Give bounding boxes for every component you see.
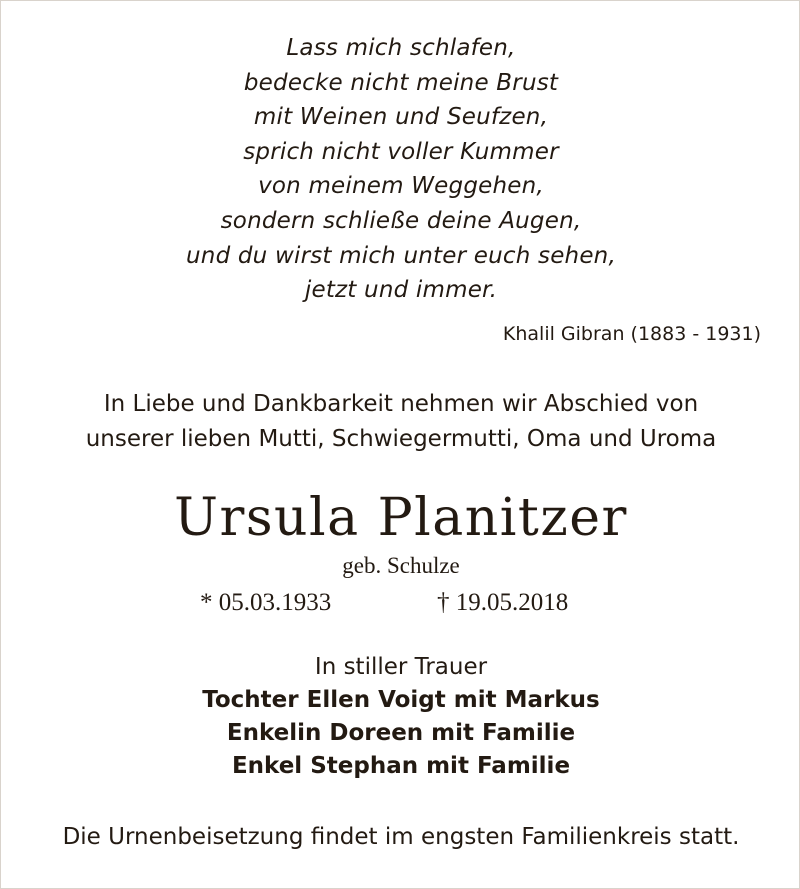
intro-line: In Liebe und Dankbarkeit nehmen wir Abschied von — [103, 391, 699, 417]
mourner-line: Enkelin Doreen mit Familie — [226, 720, 576, 746]
poem-line: sprich nicht voller Kummer — [243, 138, 559, 165]
deceased-name: Ursula Planitzer — [174, 488, 628, 548]
poem — [1, 31, 800, 308]
poem-line: sondern schließe deine Augen, — [220, 207, 582, 234]
mourning-lead: In stiller Trauer — [314, 654, 488, 680]
poem-line: und du wirst mich unter euch sehen, — [186, 242, 616, 269]
life-dates — [1, 587, 800, 619]
poem-line: jetzt und immer. — [304, 277, 498, 304]
poem-line: von meinem Weggehen, — [258, 173, 544, 200]
birth-name: geb. Schulze — [342, 553, 460, 578]
birth-date: * 05.03.1933 — [200, 589, 332, 616]
mourner-line: Tochter Ellen Voigt mit Markus — [202, 687, 600, 713]
burial-note: Die Urnenbeisetzung findet im engsten Familienkreis statt. — [62, 824, 740, 850]
poem-author: Khalil Gibran (1883 - 1931) — [502, 323, 761, 345]
intro-text — [1, 387, 800, 456]
poem-line: mit Weinen und Seufzen, — [253, 104, 549, 131]
intro-line: unserer lieben Mutti, Schwiegermutti, Oma und Uroma — [85, 425, 717, 452]
poem-line: bedecke nicht meine Brust — [243, 69, 559, 96]
mourner-line: Enkel Stephan mit Familie — [231, 753, 571, 779]
mourners-block — [1, 651, 800, 783]
death-date: † 19.05.2018 — [437, 589, 569, 616]
poem-line: Lass mich schlafen, — [286, 35, 516, 61]
